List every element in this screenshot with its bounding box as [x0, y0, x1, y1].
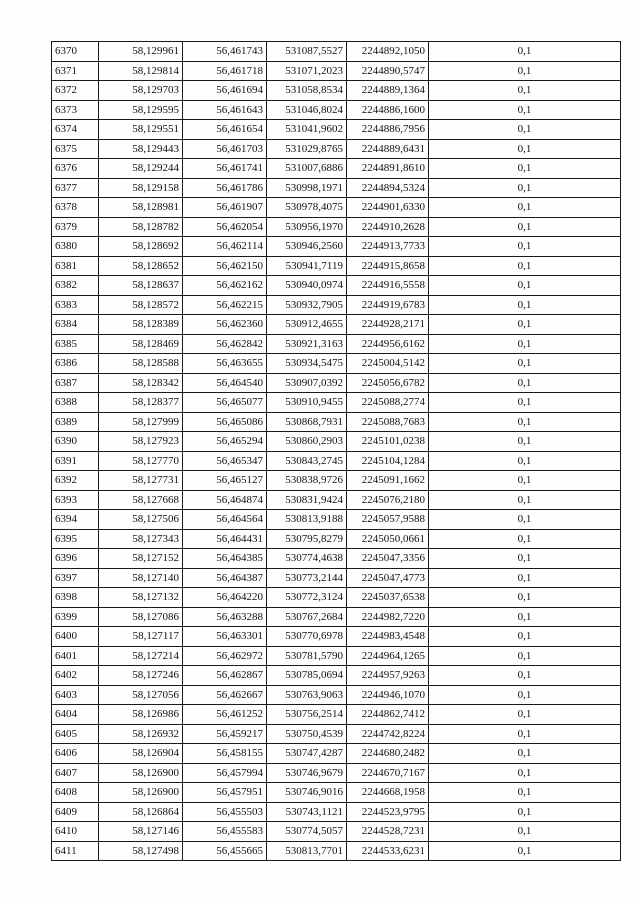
point-number-cell: 6374 [52, 120, 99, 140]
point-number-cell: 6396 [52, 549, 99, 569]
x-coordinate-cell: 530907,0392 [267, 373, 347, 393]
table-row [52, 178, 621, 198]
y-coordinate-cell: 2244916,5558 [347, 276, 429, 296]
point-number-cell: 6385 [52, 334, 99, 354]
longitude-cell: 56,463655 [183, 354, 267, 374]
x-coordinate-cell: 530746,9016 [267, 783, 347, 803]
latitude-cell: 58,128637 [99, 276, 183, 296]
latitude-cell: 58,128377 [99, 393, 183, 413]
x-coordinate-cell: 530774,5057 [267, 822, 347, 842]
y-coordinate-cell: 2244894,5324 [347, 178, 429, 198]
table-row [52, 451, 621, 471]
latitude-cell: 58,126864 [99, 802, 183, 822]
table-row [52, 607, 621, 627]
table-row [52, 666, 621, 686]
latitude-cell: 58,129961 [99, 42, 183, 62]
point-number-cell: 6379 [52, 217, 99, 237]
latitude-cell: 58,128342 [99, 373, 183, 393]
point-number-cell: 6404 [52, 705, 99, 725]
longitude-cell: 56,464220 [183, 588, 267, 608]
longitude-cell: 56,461743 [183, 42, 267, 62]
table-row [52, 42, 621, 62]
x-coordinate-cell: 530934,5475 [267, 354, 347, 374]
latitude-cell: 58,127246 [99, 666, 183, 686]
x-coordinate-cell: 530747,4287 [267, 744, 347, 764]
point-number-cell: 6401 [52, 646, 99, 666]
accuracy-cell: 0,1 [429, 412, 621, 432]
y-coordinate-cell: 2244668,1958 [347, 783, 429, 803]
y-coordinate-cell: 2244670,7167 [347, 763, 429, 783]
table-row [52, 393, 621, 413]
point-number-cell: 6388 [52, 393, 99, 413]
x-coordinate-cell: 530785,0694 [267, 666, 347, 686]
latitude-cell: 58,129158 [99, 178, 183, 198]
y-coordinate-cell: 2245101,0238 [347, 432, 429, 452]
table-row [52, 139, 621, 159]
point-number-cell: 6399 [52, 607, 99, 627]
x-coordinate-cell: 530838,9726 [267, 471, 347, 491]
point-number-cell: 6411 [52, 841, 99, 861]
x-coordinate-cell: 530767,2684 [267, 607, 347, 627]
longitude-cell: 56,465127 [183, 471, 267, 491]
x-coordinate-cell: 530774,4638 [267, 549, 347, 569]
longitude-cell: 56,464540 [183, 373, 267, 393]
x-coordinate-cell: 530746,9679 [267, 763, 347, 783]
y-coordinate-cell: 2245047,4773 [347, 568, 429, 588]
longitude-cell: 56,457951 [183, 783, 267, 803]
latitude-cell: 58,128652 [99, 256, 183, 276]
table-row [52, 237, 621, 257]
longitude-cell: 56,461654 [183, 120, 267, 140]
accuracy-cell: 0,1 [429, 42, 621, 62]
x-coordinate-cell: 531087,5527 [267, 42, 347, 62]
x-coordinate-cell: 530750,4539 [267, 724, 347, 744]
table-row [52, 802, 621, 822]
latitude-cell: 58,126900 [99, 783, 183, 803]
table-row [52, 256, 621, 276]
table-row [52, 81, 621, 101]
accuracy-cell: 0,1 [429, 549, 621, 569]
x-coordinate-cell: 530756,2514 [267, 705, 347, 725]
table-row [52, 295, 621, 315]
accuracy-cell: 0,1 [429, 705, 621, 725]
table-row [52, 490, 621, 510]
point-number-cell: 6406 [52, 744, 99, 764]
latitude-cell: 58,128572 [99, 295, 183, 315]
accuracy-cell: 0,1 [429, 198, 621, 218]
y-coordinate-cell: 2245076,2180 [347, 490, 429, 510]
accuracy-cell: 0,1 [429, 529, 621, 549]
longitude-cell: 56,462150 [183, 256, 267, 276]
y-coordinate-cell: 2244919,6783 [347, 295, 429, 315]
x-coordinate-cell: 530743,1121 [267, 802, 347, 822]
longitude-cell: 56,463288 [183, 607, 267, 627]
x-coordinate-cell: 530772,3124 [267, 588, 347, 608]
coordinates-table [51, 41, 621, 861]
accuracy-cell: 0,1 [429, 763, 621, 783]
point-number-cell: 6410 [52, 822, 99, 842]
accuracy-cell: 0,1 [429, 802, 621, 822]
table-row [52, 432, 621, 452]
accuracy-cell: 0,1 [429, 724, 621, 744]
latitude-cell: 58,129244 [99, 159, 183, 179]
y-coordinate-cell: 2244892,1050 [347, 42, 429, 62]
accuracy-cell: 0,1 [429, 588, 621, 608]
longitude-cell: 56,464431 [183, 529, 267, 549]
y-coordinate-cell: 2244886,1600 [347, 100, 429, 120]
longitude-cell: 56,461252 [183, 705, 267, 725]
latitude-cell: 58,128588 [99, 354, 183, 374]
latitude-cell: 58,126900 [99, 763, 183, 783]
latitude-cell: 58,127152 [99, 549, 183, 569]
latitude-cell: 58,128782 [99, 217, 183, 237]
longitude-cell: 56,462054 [183, 217, 267, 237]
x-coordinate-cell: 530998,1971 [267, 178, 347, 198]
y-coordinate-cell: 2245091,1662 [347, 471, 429, 491]
accuracy-cell: 0,1 [429, 159, 621, 179]
y-coordinate-cell: 2244915,8658 [347, 256, 429, 276]
latitude-cell: 58,127923 [99, 432, 183, 452]
x-coordinate-cell: 530868,7931 [267, 412, 347, 432]
longitude-cell: 56,462867 [183, 666, 267, 686]
y-coordinate-cell: 2245056,6782 [347, 373, 429, 393]
table-row [52, 61, 621, 81]
longitude-cell: 56,462162 [183, 276, 267, 296]
accuracy-cell: 0,1 [429, 139, 621, 159]
latitude-cell: 58,129703 [99, 81, 183, 101]
x-coordinate-cell: 530940,0974 [267, 276, 347, 296]
accuracy-cell: 0,1 [429, 120, 621, 140]
point-number-cell: 6405 [52, 724, 99, 744]
latitude-cell: 58,127668 [99, 490, 183, 510]
accuracy-cell: 0,1 [429, 256, 621, 276]
x-coordinate-cell: 530781,5790 [267, 646, 347, 666]
table-row [52, 529, 621, 549]
y-coordinate-cell: 2245104,1284 [347, 451, 429, 471]
table-row [52, 510, 621, 530]
accuracy-cell: 0,1 [429, 393, 621, 413]
longitude-cell: 56,461741 [183, 159, 267, 179]
latitude-cell: 58,127146 [99, 822, 183, 842]
longitude-cell: 56,465347 [183, 451, 267, 471]
y-coordinate-cell: 2245004,5142 [347, 354, 429, 374]
x-coordinate-cell: 530831,9424 [267, 490, 347, 510]
table-row [52, 334, 621, 354]
point-number-cell: 6370 [52, 42, 99, 62]
y-coordinate-cell: 2244957,9263 [347, 666, 429, 686]
x-coordinate-cell: 530770,6978 [267, 627, 347, 647]
y-coordinate-cell: 2245088,2774 [347, 393, 429, 413]
table-row [52, 354, 621, 374]
longitude-cell: 56,462114 [183, 237, 267, 257]
longitude-cell: 56,464564 [183, 510, 267, 530]
latitude-cell: 58,128692 [99, 237, 183, 257]
table-row [52, 763, 621, 783]
table-row [52, 627, 621, 647]
y-coordinate-cell: 2245037,6538 [347, 588, 429, 608]
x-coordinate-cell: 530843,2745 [267, 451, 347, 471]
latitude-cell: 58,129595 [99, 100, 183, 120]
accuracy-cell: 0,1 [429, 100, 621, 120]
table-row [52, 841, 621, 861]
latitude-cell: 58,127770 [99, 451, 183, 471]
point-number-cell: 6389 [52, 412, 99, 432]
longitude-cell: 56,458155 [183, 744, 267, 764]
accuracy-cell: 0,1 [429, 490, 621, 510]
table-row [52, 588, 621, 608]
accuracy-cell: 0,1 [429, 744, 621, 764]
point-number-cell: 6394 [52, 510, 99, 530]
point-number-cell: 6409 [52, 802, 99, 822]
y-coordinate-cell: 2245050,0661 [347, 529, 429, 549]
latitude-cell: 58,127731 [99, 471, 183, 491]
longitude-cell: 56,465077 [183, 393, 267, 413]
latitude-cell: 58,127132 [99, 588, 183, 608]
point-number-cell: 6400 [52, 627, 99, 647]
longitude-cell: 56,462842 [183, 334, 267, 354]
latitude-cell: 58,127140 [99, 568, 183, 588]
longitude-cell: 56,461786 [183, 178, 267, 198]
point-number-cell: 6375 [52, 139, 99, 159]
longitude-cell: 56,455503 [183, 802, 267, 822]
table-row [52, 198, 621, 218]
x-coordinate-cell: 530763,9063 [267, 685, 347, 705]
longitude-cell: 56,455583 [183, 822, 267, 842]
coordinates-table-body [52, 42, 621, 861]
y-coordinate-cell: 2244946,1070 [347, 685, 429, 705]
accuracy-cell: 0,1 [429, 61, 621, 81]
y-coordinate-cell: 2245047,3356 [347, 549, 429, 569]
latitude-cell: 58,127506 [99, 510, 183, 530]
table-row [52, 217, 621, 237]
table-row [52, 783, 621, 803]
latitude-cell: 58,127999 [99, 412, 183, 432]
accuracy-cell: 0,1 [429, 432, 621, 452]
y-coordinate-cell: 2244901,6330 [347, 198, 429, 218]
longitude-cell: 56,465294 [183, 432, 267, 452]
latitude-cell: 58,127117 [99, 627, 183, 647]
x-coordinate-cell: 530941,7119 [267, 256, 347, 276]
y-coordinate-cell: 2244523,9795 [347, 802, 429, 822]
point-number-cell: 6384 [52, 315, 99, 335]
point-number-cell: 6380 [52, 237, 99, 257]
y-coordinate-cell: 2244913,7733 [347, 237, 429, 257]
point-number-cell: 6383 [52, 295, 99, 315]
accuracy-cell: 0,1 [429, 451, 621, 471]
y-coordinate-cell: 2244890,5747 [347, 61, 429, 81]
accuracy-cell: 0,1 [429, 237, 621, 257]
x-coordinate-cell: 530921,3163 [267, 334, 347, 354]
x-coordinate-cell: 531046,8024 [267, 100, 347, 120]
x-coordinate-cell: 530956,1970 [267, 217, 347, 237]
accuracy-cell: 0,1 [429, 627, 621, 647]
table-row [52, 568, 621, 588]
accuracy-cell: 0,1 [429, 295, 621, 315]
point-number-cell: 6408 [52, 783, 99, 803]
latitude-cell: 58,129814 [99, 61, 183, 81]
longitude-cell: 56,465086 [183, 412, 267, 432]
y-coordinate-cell: 2245057,9588 [347, 510, 429, 530]
accuracy-cell: 0,1 [429, 81, 621, 101]
x-coordinate-cell: 530978,4075 [267, 198, 347, 218]
y-coordinate-cell: 2244964,1265 [347, 646, 429, 666]
accuracy-cell: 0,1 [429, 510, 621, 530]
x-coordinate-cell: 531041,9602 [267, 120, 347, 140]
accuracy-cell: 0,1 [429, 178, 621, 198]
point-number-cell: 6378 [52, 198, 99, 218]
point-number-cell: 6395 [52, 529, 99, 549]
accuracy-cell: 0,1 [429, 276, 621, 296]
latitude-cell: 58,128469 [99, 334, 183, 354]
longitude-cell: 56,461643 [183, 100, 267, 120]
longitude-cell: 56,462667 [183, 685, 267, 705]
longitude-cell: 56,462972 [183, 646, 267, 666]
point-number-cell: 6402 [52, 666, 99, 686]
x-coordinate-cell: 531071,2023 [267, 61, 347, 81]
y-coordinate-cell: 2244982,7220 [347, 607, 429, 627]
latitude-cell: 58,129551 [99, 120, 183, 140]
accuracy-cell: 0,1 [429, 315, 621, 335]
point-number-cell: 6391 [52, 451, 99, 471]
point-number-cell: 6377 [52, 178, 99, 198]
longitude-cell: 56,462215 [183, 295, 267, 315]
point-number-cell: 6373 [52, 100, 99, 120]
x-coordinate-cell: 531058,8534 [267, 81, 347, 101]
longitude-cell: 56,464387 [183, 568, 267, 588]
y-coordinate-cell: 2244983,4548 [347, 627, 429, 647]
latitude-cell: 58,127086 [99, 607, 183, 627]
latitude-cell: 58,126904 [99, 744, 183, 764]
longitude-cell: 56,461718 [183, 61, 267, 81]
table-row [52, 276, 621, 296]
longitude-cell: 56,461703 [183, 139, 267, 159]
table-row [52, 724, 621, 744]
y-coordinate-cell: 2244886,7956 [347, 120, 429, 140]
point-number-cell: 6387 [52, 373, 99, 393]
table-row [52, 159, 621, 179]
table-row [52, 646, 621, 666]
accuracy-cell: 0,1 [429, 568, 621, 588]
point-number-cell: 6403 [52, 685, 99, 705]
table-row [52, 822, 621, 842]
latitude-cell: 58,129443 [99, 139, 183, 159]
latitude-cell: 58,127056 [99, 685, 183, 705]
x-coordinate-cell: 530813,9188 [267, 510, 347, 530]
point-number-cell: 6397 [52, 568, 99, 588]
y-coordinate-cell: 2244533,6231 [347, 841, 429, 861]
latitude-cell: 58,126932 [99, 724, 183, 744]
x-coordinate-cell: 530932,7905 [267, 295, 347, 315]
table-row [52, 120, 621, 140]
x-coordinate-cell: 531007,6886 [267, 159, 347, 179]
table-row [52, 705, 621, 725]
latitude-cell: 58,127214 [99, 646, 183, 666]
x-coordinate-cell: 530946,2560 [267, 237, 347, 257]
x-coordinate-cell: 530795,8279 [267, 529, 347, 549]
table-row [52, 744, 621, 764]
point-number-cell: 6381 [52, 256, 99, 276]
y-coordinate-cell: 2244680,2482 [347, 744, 429, 764]
accuracy-cell: 0,1 [429, 217, 621, 237]
longitude-cell: 56,455665 [183, 841, 267, 861]
accuracy-cell: 0,1 [429, 354, 621, 374]
x-coordinate-cell: 531029,8765 [267, 139, 347, 159]
table-row [52, 471, 621, 491]
point-number-cell: 6392 [52, 471, 99, 491]
y-coordinate-cell: 2245088,7683 [347, 412, 429, 432]
point-number-cell: 6390 [52, 432, 99, 452]
accuracy-cell: 0,1 [429, 471, 621, 491]
y-coordinate-cell: 2244889,6431 [347, 139, 429, 159]
table-row [52, 549, 621, 569]
point-number-cell: 6376 [52, 159, 99, 179]
y-coordinate-cell: 2244862,7412 [347, 705, 429, 725]
longitude-cell: 56,464874 [183, 490, 267, 510]
y-coordinate-cell: 2244889,1364 [347, 81, 429, 101]
y-coordinate-cell: 2244910,2628 [347, 217, 429, 237]
x-coordinate-cell: 530910,9455 [267, 393, 347, 413]
point-number-cell: 6372 [52, 81, 99, 101]
accuracy-cell: 0,1 [429, 841, 621, 861]
table-row [52, 315, 621, 335]
x-coordinate-cell: 530773,2144 [267, 568, 347, 588]
point-number-cell: 6371 [52, 61, 99, 81]
longitude-cell: 56,461907 [183, 198, 267, 218]
latitude-cell: 58,128981 [99, 198, 183, 218]
longitude-cell: 56,464385 [183, 549, 267, 569]
point-number-cell: 6382 [52, 276, 99, 296]
y-coordinate-cell: 2244928,2171 [347, 315, 429, 335]
latitude-cell: 58,127498 [99, 841, 183, 861]
y-coordinate-cell: 2244956,6162 [347, 334, 429, 354]
longitude-cell: 56,463301 [183, 627, 267, 647]
latitude-cell: 58,126986 [99, 705, 183, 725]
accuracy-cell: 0,1 [429, 685, 621, 705]
latitude-cell: 58,127343 [99, 529, 183, 549]
point-number-cell: 6393 [52, 490, 99, 510]
table-row [52, 373, 621, 393]
longitude-cell: 56,461694 [183, 81, 267, 101]
accuracy-cell: 0,1 [429, 783, 621, 803]
accuracy-cell: 0,1 [429, 607, 621, 627]
x-coordinate-cell: 530813,7701 [267, 841, 347, 861]
table-row [52, 685, 621, 705]
point-number-cell: 6386 [52, 354, 99, 374]
accuracy-cell: 0,1 [429, 646, 621, 666]
x-coordinate-cell: 530860,2903 [267, 432, 347, 452]
longitude-cell: 56,457994 [183, 763, 267, 783]
accuracy-cell: 0,1 [429, 334, 621, 354]
accuracy-cell: 0,1 [429, 822, 621, 842]
accuracy-cell: 0,1 [429, 373, 621, 393]
y-coordinate-cell: 2244891,8610 [347, 159, 429, 179]
point-number-cell: 6398 [52, 588, 99, 608]
longitude-cell: 56,459217 [183, 724, 267, 744]
point-number-cell: 6407 [52, 763, 99, 783]
y-coordinate-cell: 2244528,7231 [347, 822, 429, 842]
accuracy-cell: 0,1 [429, 666, 621, 686]
longitude-cell: 56,462360 [183, 315, 267, 335]
latitude-cell: 58,128389 [99, 315, 183, 335]
y-coordinate-cell: 2244742,8224 [347, 724, 429, 744]
table-row [52, 412, 621, 432]
table-row [52, 100, 621, 120]
x-coordinate-cell: 530912,4655 [267, 315, 347, 335]
